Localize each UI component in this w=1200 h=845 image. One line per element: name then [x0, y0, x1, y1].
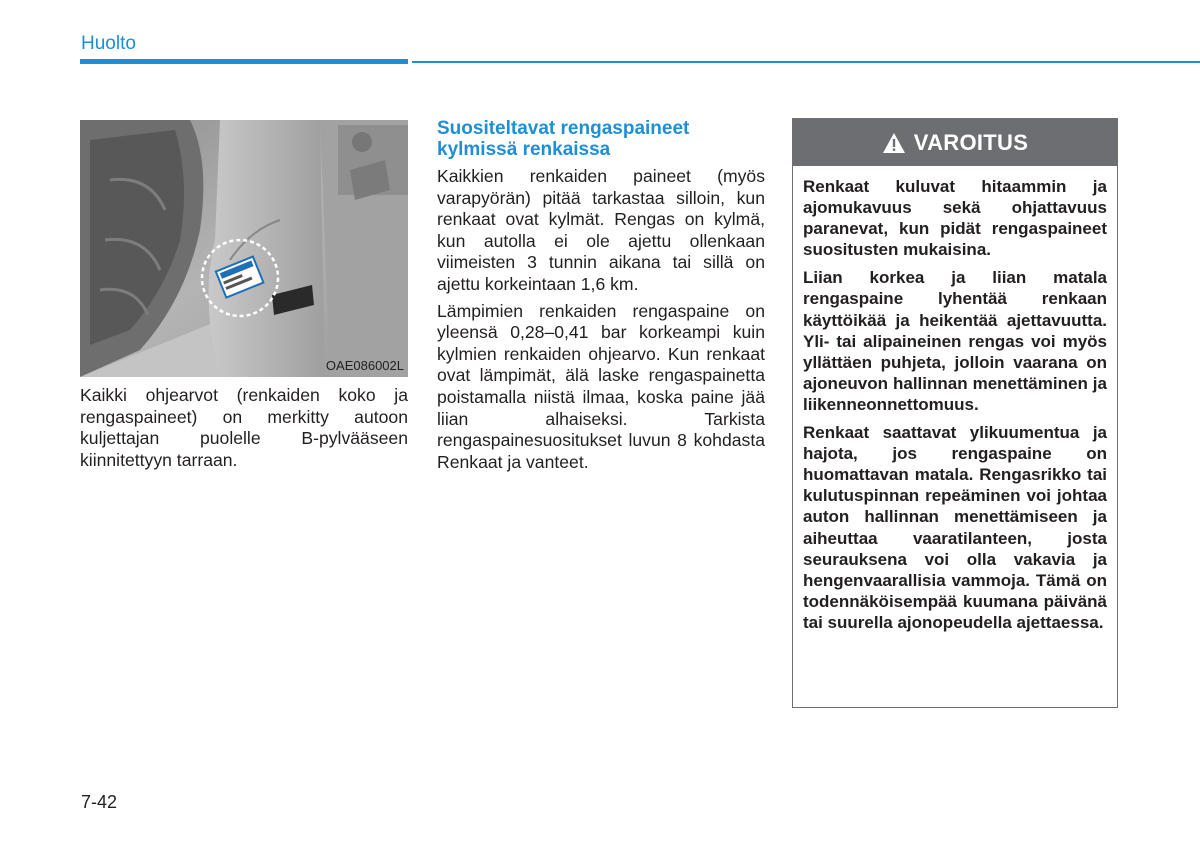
warning-paragraph-1: Renkaat kuluvat hitaammin ja ajomukavuus sekä ohjattavuus paranevat, kun pidät rengaspaineet suositusten mukaisina. [803, 177, 1107, 260]
column1-text: Kaikki ohjearvot (renkaiden koko ja rengaspaineet) on merkitty autoon kuljettajan puolelle B-pylvääseen kiinnitettyyn tarraan. [80, 385, 408, 470]
warning-paragraph-2: Liian korkea ja liian matala rengaspaine lyhentää renkaan käyttöikää ja heikentää ajettavuutta. Yli- tai alipaineinen rengas voi myös yllättäen puhjeta, jolloin vaarana on ajoneuvon hallinnan menettäminen ja liikenneonnettomuus. [803, 268, 1107, 414]
column2-heading: Suositeltavat rengaspaineet kylmissä renkaissa [437, 118, 690, 160]
warning-box [792, 118, 1118, 708]
page-number: 7-42 [81, 792, 118, 812]
column2-paragraph-1: Kaikkien renkaiden paineet (myös varapyörän) pitää tarkastaa silloin, kun renkaat ovat kylmät. Rengas on kylmä, kun autolla ei ole ajettu ollenkaan viimeisten 3 tunnin aikana tai sillä on ajettu korkeintaan 1,6 km. [437, 166, 765, 294]
warning-title: VAROITUS [913, 129, 1029, 155]
figure-code: OAE086002L [325, 358, 404, 373]
column2-paragraph-2: Lämpimien renkaiden rengaspaine on yleensä 0,28–0,41 bar korkeampi kuin kylmien renkaiden ohjearvo. Kun renkaat ovat lämpimät, älä laske rengaspainetta poistamalla niistä ilmaa, koska paine jää liian alhaiseksi. Tarkista rengaspainesuositukset luvun 8 kohdasta Renkaat ja vanteet. [437, 300, 765, 472]
header-rule-thick [80, 59, 408, 64]
column2 [437, 118, 765, 478]
header-rule-thin [412, 61, 1200, 63]
warning-header [793, 119, 1117, 166]
warning-paragraph-3: Renkaat saattavat ylikuumentua ja hajota, jos rengaspaine on huomattavan matala. Rengasrikko tai kulutuspinnan repeäminen voi johtaa auton hallinnan menettämiseen ja aiheuttaa vaaratilanteen, josta seurauksena voi olla vakavia ja hengenvaarallisia vammoja. Tämä on todennäköisempää kuumana päivänä tai suurella ajonopeudella ajettaessa. [803, 423, 1107, 632]
section-title: Huolto [81, 33, 136, 54]
warning-triangle-icon [882, 132, 906, 154]
warning-body [793, 166, 1117, 633]
tire-pressure-label-photo [80, 120, 408, 377]
tire-label-figure [80, 120, 408, 377]
